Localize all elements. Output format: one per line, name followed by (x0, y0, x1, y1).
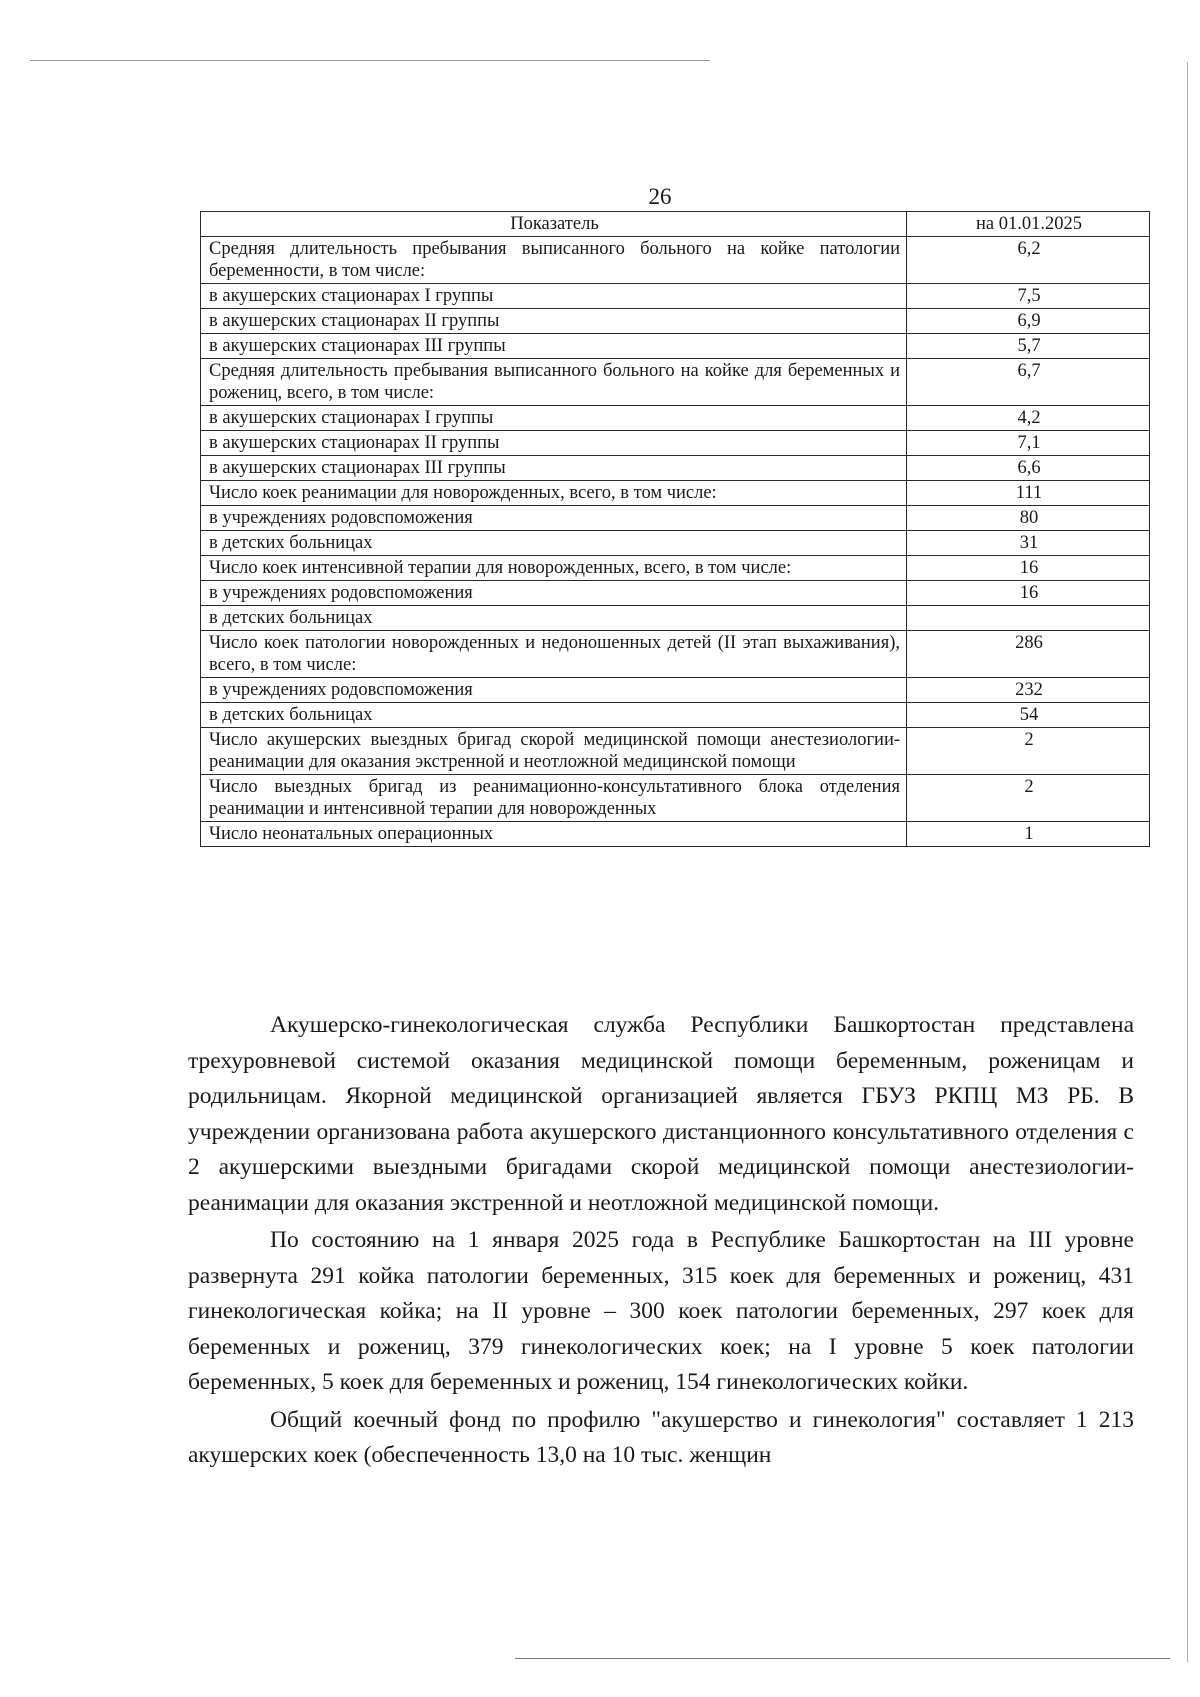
scan-edge-bottom (515, 1658, 1170, 1659)
table-row (201, 237, 1150, 284)
row-value: 6,2 (907, 237, 1150, 284)
row-label: Число неонатальных операционных (201, 822, 907, 847)
row-label: Число коек реанимации для новорожденных, всего, в том числе: (201, 481, 907, 506)
header-date: на 01.01.2025 (907, 212, 1150, 237)
row-label: Средняя длительность пребывания выписанного больного на койке для беременных и рожениц, всего, в том числе: (201, 359, 907, 406)
row-value: 5,7 (907, 334, 1150, 359)
row-value: 6,7 (907, 359, 1150, 406)
table-row (201, 606, 1150, 631)
table-header-row (201, 212, 1150, 237)
table-row (201, 481, 1150, 506)
table-row (201, 284, 1150, 309)
row-label: в акушерских стационарах III группы (201, 456, 907, 481)
row-label: Число коек патологии новорожденных и недоношенных детей (II этап выхаживания), всего, в том числе: (201, 631, 907, 678)
paragraph: По состоянию на 1 января 2025 года в Республике Башкортостан на III уровне развернута 291 койка патологии беременных, 315 коек для беременных и рожениц, 431 гинекологическая койка; на II уровне – 300 коек патологии беременных, 297 коек для беременных и рожениц, 379 гинекологических коек; на I уровне 5 коек патологии беременных, 5 коек для беременных и рожениц, 154 гинекологических койки. (188, 1227, 1134, 1395)
table-row (201, 631, 1150, 678)
row-label: в акушерских стационарах II группы (201, 309, 907, 334)
table-row (201, 822, 1150, 847)
table-row (201, 309, 1150, 334)
row-label: в детских больницах (201, 606, 907, 631)
row-value: 7,5 (907, 284, 1150, 309)
row-value: 232 (907, 678, 1150, 703)
row-label: Средняя длительность пребывания выписанного больного на койке патологии беременности, в том числе: (201, 237, 907, 284)
row-label: в детских больницах (201, 531, 907, 556)
scan-edge-top (30, 60, 710, 61)
row-value: 6,9 (907, 309, 1150, 334)
row-value: 16 (907, 581, 1150, 606)
table-row (201, 406, 1150, 431)
row-label: в учреждениях родовспоможения (201, 581, 907, 606)
table-row (201, 703, 1150, 728)
row-value: 54 (907, 703, 1150, 728)
paragraph: Акушерско-гинекологическая служба Республики Башкортостан представлена трехуровневой системой оказания медицинской помощи беременным, роженицам и родильницам. Якорной медицинской организацией является ГБУЗ РКПЦ МЗ РБ. В учреждении организована работа акушерского дистанционного консультативного отделения с 2 акушерскими выездными бригадами скорой медицинской помощи анестезиологии-реанимации для оказания экстренной и неотложной медицинской помощи. (188, 1012, 1134, 1216)
header-indicator: Показатель (201, 212, 907, 237)
row-value: 4,2 (907, 406, 1150, 431)
table-row (201, 456, 1150, 481)
row-value: 1 (907, 822, 1150, 847)
table-row (201, 531, 1150, 556)
row-label: Число коек интенсивной терапии для новорожденных, всего, в том числе: (201, 556, 907, 581)
table-row (201, 359, 1150, 406)
row-label: в акушерских стационарах III группы (201, 334, 907, 359)
row-value: 111 (907, 481, 1150, 506)
row-value: 6,6 (907, 456, 1150, 481)
row-label: в учреждениях родовспоможения (201, 506, 907, 531)
row-label: Число выездных бригад из реанимационно-консультативного блока отделения реанимации и интенсивной терапии для новорожденных (201, 775, 907, 822)
table-row (201, 431, 1150, 456)
paragraph: Общий коечный фонд по профилю "акушерство и гинекология" составляет 1 213 акушерских коек (обеспеченность 13,0 на 10 тыс. женщин (188, 1406, 1134, 1468)
table-row (201, 334, 1150, 359)
table-row (201, 678, 1150, 703)
row-value: 16 (907, 556, 1150, 581)
row-value: 286 (907, 631, 1150, 678)
table-row (201, 728, 1150, 775)
row-label: в акушерских стационарах I группы (201, 284, 907, 309)
row-value: 80 (907, 506, 1150, 531)
row-label: в акушерских стационарах I группы (201, 406, 907, 431)
row-value: 31 (907, 531, 1150, 556)
row-label: в учреждениях родовспоможения (201, 678, 907, 703)
scan-edge-right (1187, 62, 1188, 1662)
statistics-table (200, 211, 1150, 847)
table-row (201, 506, 1150, 531)
row-label: Число акушерских выездных бригад скорой медицинской помощи анестезиологии-реанимации для оказания экстренной и неотложной медицинской помощи (201, 728, 907, 775)
row-value: 2 (907, 775, 1150, 822)
table-row (201, 581, 1150, 606)
page-number: 26 (648, 184, 672, 209)
table-row (201, 775, 1150, 822)
table-row (201, 556, 1150, 581)
row-label: в акушерских стационарах II группы (201, 431, 907, 456)
row-value: 7,1 (907, 431, 1150, 456)
body-text (188, 1008, 1134, 1476)
row-value: 2 (907, 728, 1150, 775)
row-label: в детских больницах (201, 703, 907, 728)
row-value (907, 606, 1150, 631)
